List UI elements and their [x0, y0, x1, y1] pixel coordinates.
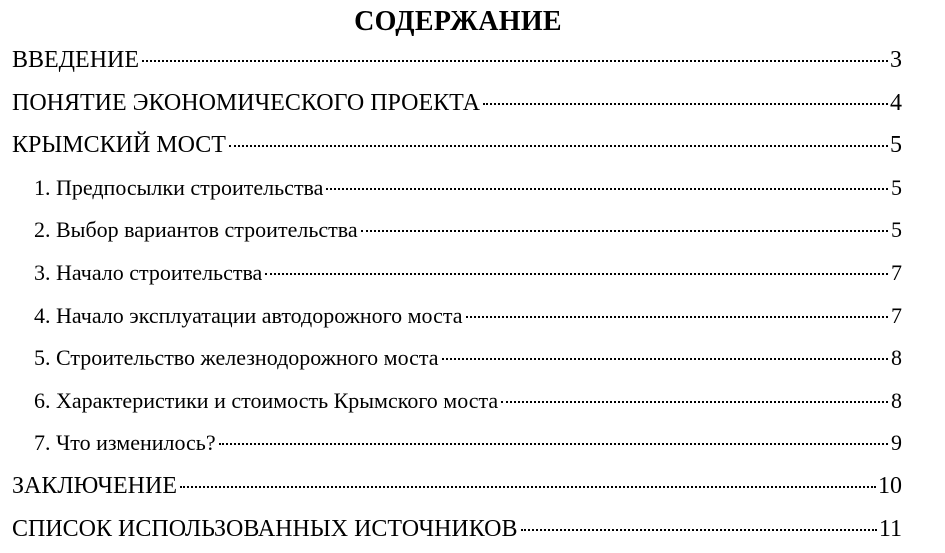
dot-leader	[180, 486, 876, 488]
toc-entry-references[interactable]	[12, 511, 902, 553]
table-of-contents	[12, 42, 902, 553]
dot-leader	[142, 60, 888, 62]
dot-leader	[483, 103, 888, 105]
toc-entry-label: 3. Начало строительства	[34, 259, 263, 285]
toc-page-number: 5	[890, 132, 902, 159]
dot-leader	[326, 188, 888, 190]
toc-page-number: 5	[891, 217, 902, 243]
toc-page-number: 10	[878, 472, 902, 499]
toc-subentry-prerequisites[interactable]	[12, 170, 902, 213]
dot-leader	[219, 443, 888, 445]
toc-entry-label: КРЫМСКИЙ МОСТ	[12, 132, 226, 159]
toc-page-number: 8	[891, 387, 902, 413]
dot-leader	[361, 230, 888, 232]
toc-page-number: 5	[891, 174, 902, 200]
toc-page-number: 4	[890, 89, 902, 116]
toc-entry-label: ЗАКЛЮЧЕНИЕ	[12, 472, 177, 499]
toc-entry-conclusion[interactable]	[12, 468, 902, 511]
toc-page-number: 9	[891, 430, 902, 456]
toc-entry-economic-project[interactable]	[12, 85, 902, 128]
toc-subentry-characteristics[interactable]	[12, 383, 902, 426]
toc-page-number: 8	[891, 345, 902, 371]
toc-subentry-what-changed[interactable]	[12, 425, 902, 468]
toc-subentry-road-bridge[interactable]	[12, 298, 902, 341]
toc-entry-label: ВВЕДЕНИЕ	[12, 47, 140, 73]
toc-entry-label: 2. Выбор вариантов строительства	[34, 217, 358, 243]
toc-subentry-railway-bridge[interactable]	[12, 340, 902, 383]
dot-leader	[265, 273, 888, 275]
dot-leader	[229, 145, 888, 147]
toc-entry-label: 4. Начало эксплуатации автодорожного моста	[34, 302, 463, 328]
toc-entry-label: СПИСОК ИСПОЛЬЗОВАННЫХ ИСТОЧНИКОВ	[12, 515, 518, 542]
toc-subentry-options[interactable]	[12, 212, 902, 255]
toc-entry-label: 7. Что изменилось?	[34, 430, 216, 456]
toc-entry-label: 5. Строительство железнодорожного моста	[34, 345, 439, 371]
toc-page-number: 7	[891, 259, 902, 285]
toc-entry-label: 1. Предпосылки строительства	[34, 174, 324, 200]
toc-entry-label: 6. Характеристики и стоимость Крымского моста	[34, 387, 499, 413]
dot-leader	[442, 358, 888, 360]
toc-page-number: 3	[890, 47, 902, 73]
toc-page-number: 11	[878, 515, 902, 542]
toc-subentry-construction-start[interactable]	[12, 255, 902, 298]
page-title: СОДЕРЖАНИЕ	[354, 6, 562, 37]
toc-entry-label: ПОНЯТИЕ ЭКОНОМИЧЕСКОГО ПРОЕКТА	[12, 89, 480, 116]
dot-leader	[521, 529, 877, 531]
dot-leader	[501, 401, 888, 403]
toc-page-number: 7	[891, 302, 902, 328]
toc-entry-introduction[interactable]	[12, 42, 902, 85]
dot-leader	[466, 316, 888, 318]
toc-entry-crimean-bridge[interactable]	[12, 127, 902, 170]
